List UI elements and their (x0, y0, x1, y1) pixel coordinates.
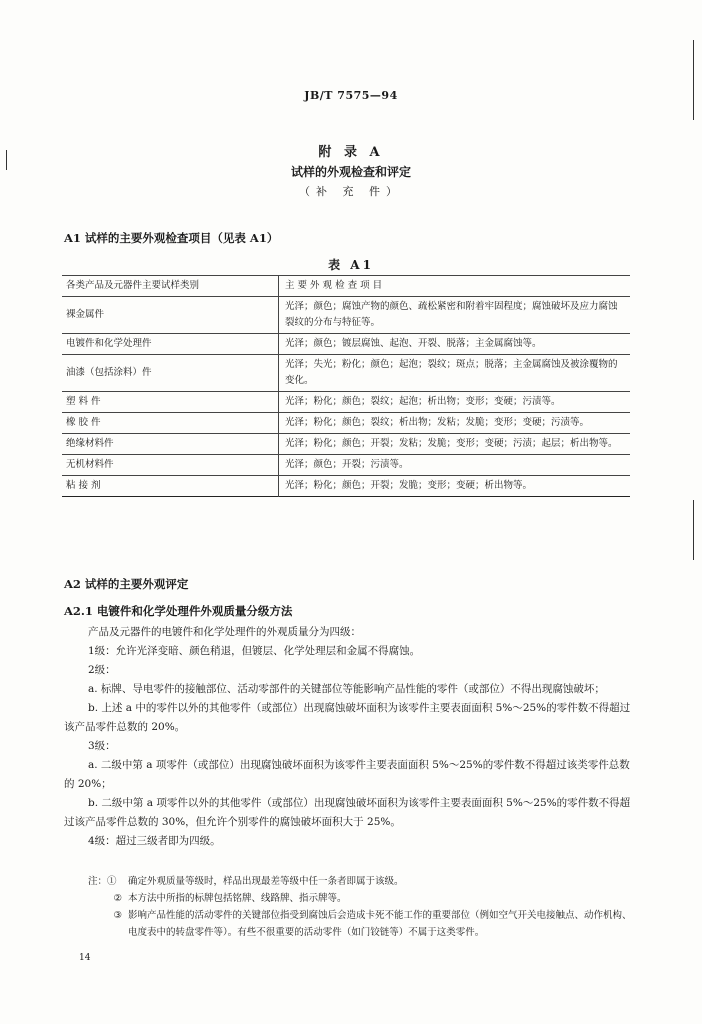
table-cell-category: 粘 接 剂 (62, 476, 279, 497)
appendix-subtitle: （补 充 件） (299, 185, 403, 198)
table-row (62, 476, 630, 497)
table-row (62, 334, 630, 355)
table-cell-items: 光泽；粉化；颜色；开裂；发脆；变形；变硬；析出物等。 (279, 476, 631, 497)
appendix-title: 试样的外观检查和评定 (290, 165, 411, 179)
table-row (62, 455, 630, 476)
grade-2-item-a: a. 标牌、导电零件的接触部位、活动零部件的关键部位等能影响产品性能的零件（或部位）不得出现腐蚀破坏； (88, 683, 605, 695)
grade-3-label: 3级： (88, 740, 116, 752)
table-cell-items: 光泽；颜色；腐蚀产物的颜色、疏松紧密和附着牢固程度；腐蚀破坏及应力腐蚀裂纹的分布与特征等。 (279, 297, 631, 334)
table-caption: 表 A1 (328, 258, 374, 272)
scan-edge-mark (693, 500, 694, 560)
section-a1-heading: A1 试样的主要外观检查项目（见表 A1） (64, 231, 279, 245)
table-cell-category: 油漆（包括涂料）件 (62, 355, 279, 392)
section-a2-1-heading: A2.1 电镀件和化学处理件外观质量分级方法 (64, 604, 293, 618)
table-header-cell: 各类产品及元器件主要试样类别 (62, 276, 279, 297)
table-header-row (62, 276, 630, 297)
standard-number: JB/T 7575—94 (304, 89, 398, 102)
table-cell-category: 橡 胶 件 (62, 413, 279, 434)
table-row (62, 413, 630, 434)
table-row (62, 355, 630, 392)
grade-2-label: 2级： (88, 664, 116, 676)
table-cell-category: 绝缘材料件 (62, 434, 279, 455)
table-cell-items: 光泽；失光；粉化；颜色；起泡；裂纹；斑点；脱落；主金属腐蚀及被涂覆物的变化。 (279, 355, 631, 392)
scan-edge-mark (693, 40, 694, 120)
table-cell-category: 裸金属件 (62, 297, 279, 334)
grade-4: 4级：超过三级者即为四级。 (88, 835, 221, 847)
note-text: 影响产品性能的活动零件的关键部位指受到腐蚀后会造成卡死不能工作的重要部位（例如空气开关电接触点、动作机构、电度表中的转盘零件等）。有些不很重要的活动零件（如门铰链等）不属于这类零件。 (128, 910, 632, 938)
note-item (88, 890, 633, 907)
notes (88, 873, 633, 941)
table-header-cell: 主 要 外 观 检 查 项 目 (279, 276, 631, 297)
note-marker: ② (113, 893, 122, 904)
grade-3-item-a: a. 二级中第 a 项零件（或部位）出现腐蚀破坏面积为该零件主要表面面积 5%～25%的零件数不得超过该类零件总数的 20%； (64, 759, 630, 790)
page-number: 14 (79, 953, 91, 963)
table-cell-items: 光泽；颜色；镀层腐蚀、起泡、开裂、脱落；主金属腐蚀等。 (279, 334, 631, 355)
grade-1: 1级：允许光泽变暗、颜色稍退，但镀层、化学处理层和金属不得腐蚀。 (88, 645, 421, 657)
section-a2-heading: A2 试样的主要外观评定 (64, 577, 189, 591)
table-cell-category: 电镀件和化学处理件 (62, 334, 279, 355)
table-cell-category: 无机材料件 (62, 455, 279, 476)
note-marker: ③ (113, 910, 122, 921)
table-row (62, 392, 630, 413)
table-cell-items: 光泽；粉化；颜色；裂纹；析出物；发粘；发脆；变形；变硬；污渍等。 (279, 413, 631, 434)
inspection-items-table (62, 275, 630, 497)
note-marker: 注：① (88, 876, 117, 887)
grade-2-item-b: b. 上述 a 中的零件以外的其他零件（或部位）出现腐蚀破坏面积为该零件主要表面面积 5%～25%的零件数不得超过该产品零件总数的 20%。 (64, 702, 631, 733)
table-cell-items: 光泽；颜色；开裂；污渍等。 (279, 455, 631, 476)
grade-3-item-b: b. 二级中第 a 项零件以外的其他零件（或部位）出现腐蚀破坏面积为该零件主要表面面积 5%～25%的零件数不得超过该产品零件总数的 30%，但允许个别零件的腐蚀破坏面积大于 25%。 (64, 797, 631, 828)
scan-edge-mark (6, 150, 7, 170)
note-item (88, 873, 633, 890)
table-cell-category: 塑 料 件 (62, 392, 279, 413)
table-cell-items: 光泽；粉化；颜色；裂纹；起泡；析出物；变形；变硬；污渍等。 (279, 392, 631, 413)
appendix-label: 附 录 A (318, 145, 384, 160)
table-row (62, 434, 630, 455)
note-item (88, 907, 633, 941)
a2-1-body (64, 623, 639, 851)
table-cell-items: 光泽；粉化；颜色；开裂；发粘；发脆；变形；变硬；污渍；起层；析出物等。 (279, 434, 631, 455)
table-row (62, 297, 630, 334)
note-text: 确定外观质量等级时，样品出现最差等级中任一条者即属于该级。 (128, 876, 404, 887)
paragraph: 产品及元器件的电镀件和化学处理件的外观质量分为四级： (88, 626, 361, 638)
note-text: 本方法中所指的标牌包括铭牌、线路牌、指示牌等。 (128, 893, 347, 904)
